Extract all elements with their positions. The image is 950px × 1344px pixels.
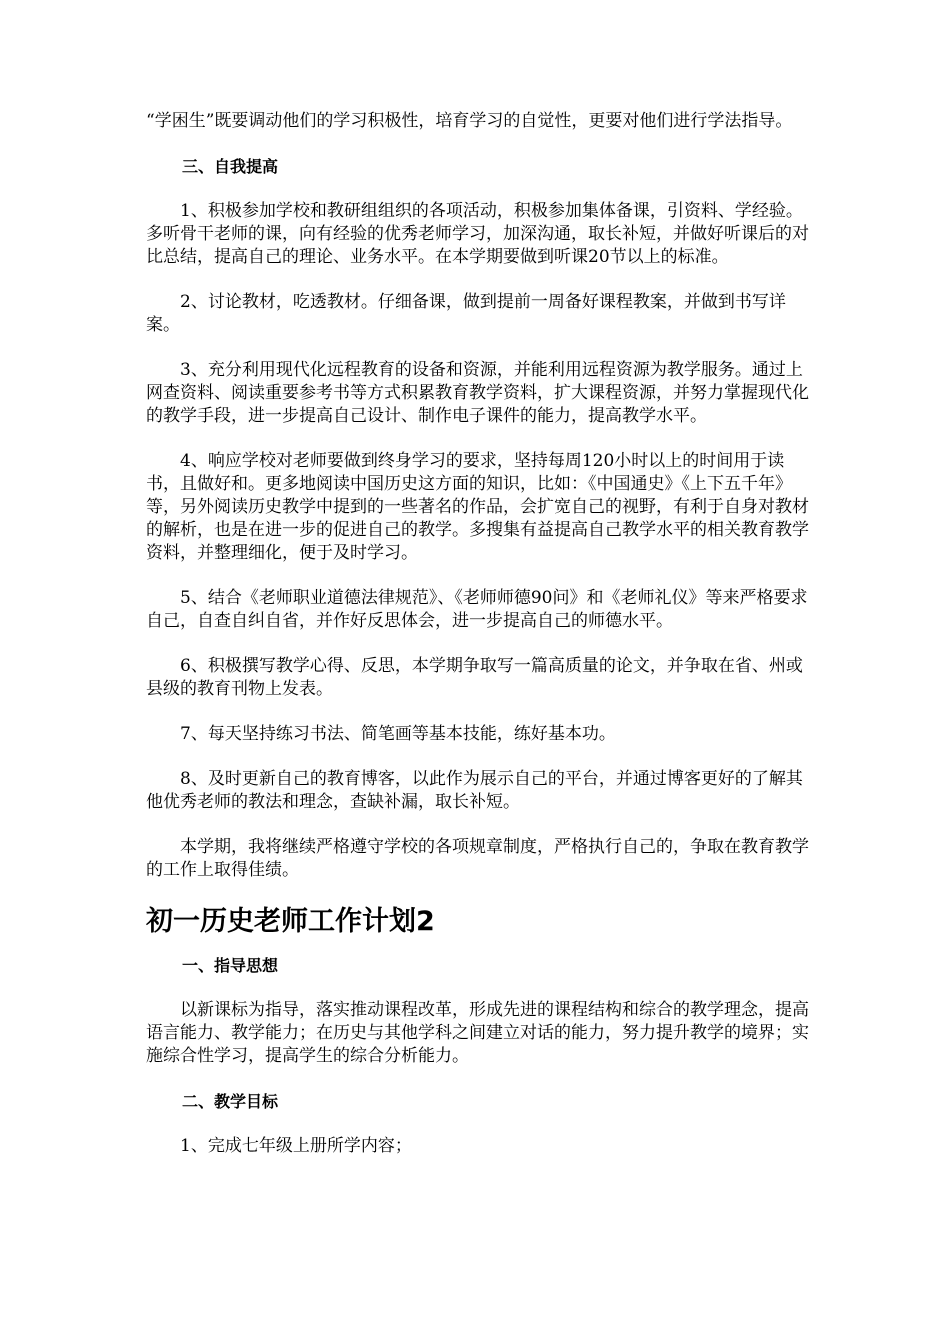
plan2-title: 初一历史老师工作计划2 [146, 906, 435, 937]
section3-item-8: 8、及时更新自己的教育博客，以此作为展示自己的平台，并通过博客更好的了解其他优秀老师的教法和理念，查缺补漏，取长补短。 [146, 769, 803, 812]
section3-item-2: 2、讨论教材，吃透教材。仔细备课，做到提前一周备好课程教案，并做到书写详案。 [146, 292, 786, 335]
closing-paragraph: 本学期，我将继续严格遵守学校的各项规章制度，严格执行自己的，争取在教育教学的工作上取得佳绩。 [146, 837, 809, 880]
section3-item-1: 1、积极参加学校和教研组组织的各项活动，积极参加集体备课，引资料、学经验。多听骨干老师的课，向有经验的优秀老师学习，加深沟通，取长补短，并做好听课后的对比总结，提高自己的理论、业务水平。在本学期要做到听课20节以上的标准。 [146, 201, 809, 267]
section3-item-3: 3、充分利用现代化远程教育的设备和资源，并能利用远程资源为教学服务。通过上网查资料、阅读重要参考书等方式积累教育教学资料，扩大课程资源，并努力掌握现代化的教学手段，进一步提高自己设计、制作电子课件的能力，提高教学水平。 [146, 360, 809, 426]
plan2-section2-item-1: 1、完成七年级上册所学内容； [180, 1136, 412, 1156]
document-page [146, 110, 814, 1180]
section3-item-4: 4、响应学校对老师要做到终身学习的要求，坚持每周120小时以上的时间用于读书，且做好和。更多地阅读中国历史这方面的知识，比如：《中国通史》《上下五千年》等，另外阅读历史教学中提到的一些著名的作品，会扩宽自己的视野，有利于自身对教材的解析，也是在进一步的促进自己的教学。多搜集有益提高自己教学水平的相关教育教学资料，并整理细化，便于及时学习。 [146, 451, 809, 563]
plan2-section2-heading: 二、教学目标 [182, 1092, 279, 1111]
section3-item-7: 7、每天坚持练习书法、简笔画等基本技能，练好基本功。 [180, 724, 616, 744]
intro-continuation: “学困生”既要调动他们的学习积极性，培育学习的自觉性，更要对他们进行学法指导。 [146, 111, 793, 131]
section3-item-5: 5、结合《老师职业道德法律规范》、《老师师德90问》和《老师礼仪》等来严格要求自己，自查自纠自省，并作好反思体会，进一步提高自己的师德水平。 [146, 588, 808, 631]
section3-item-6: 6、积极撰写教学心得、反思，本学期争取写一篇高质量的论文，并争取在省、州或县级的教育刊物上发表。 [146, 656, 803, 699]
plan2-section1-heading: 一、指导思想 [182, 956, 279, 975]
plan2-section1-text: 以新课标为指导，落实推动课程改革，形成先进的课程结构和综合的教学理念，提高语言能力、教学能力；在历史与其他学科之间建立对话的能力，努力提升教学的境界；实施综合性学习，提高学生的综合分析能力。 [146, 1000, 809, 1066]
section3-heading: 三、自我提高 [182, 157, 279, 176]
